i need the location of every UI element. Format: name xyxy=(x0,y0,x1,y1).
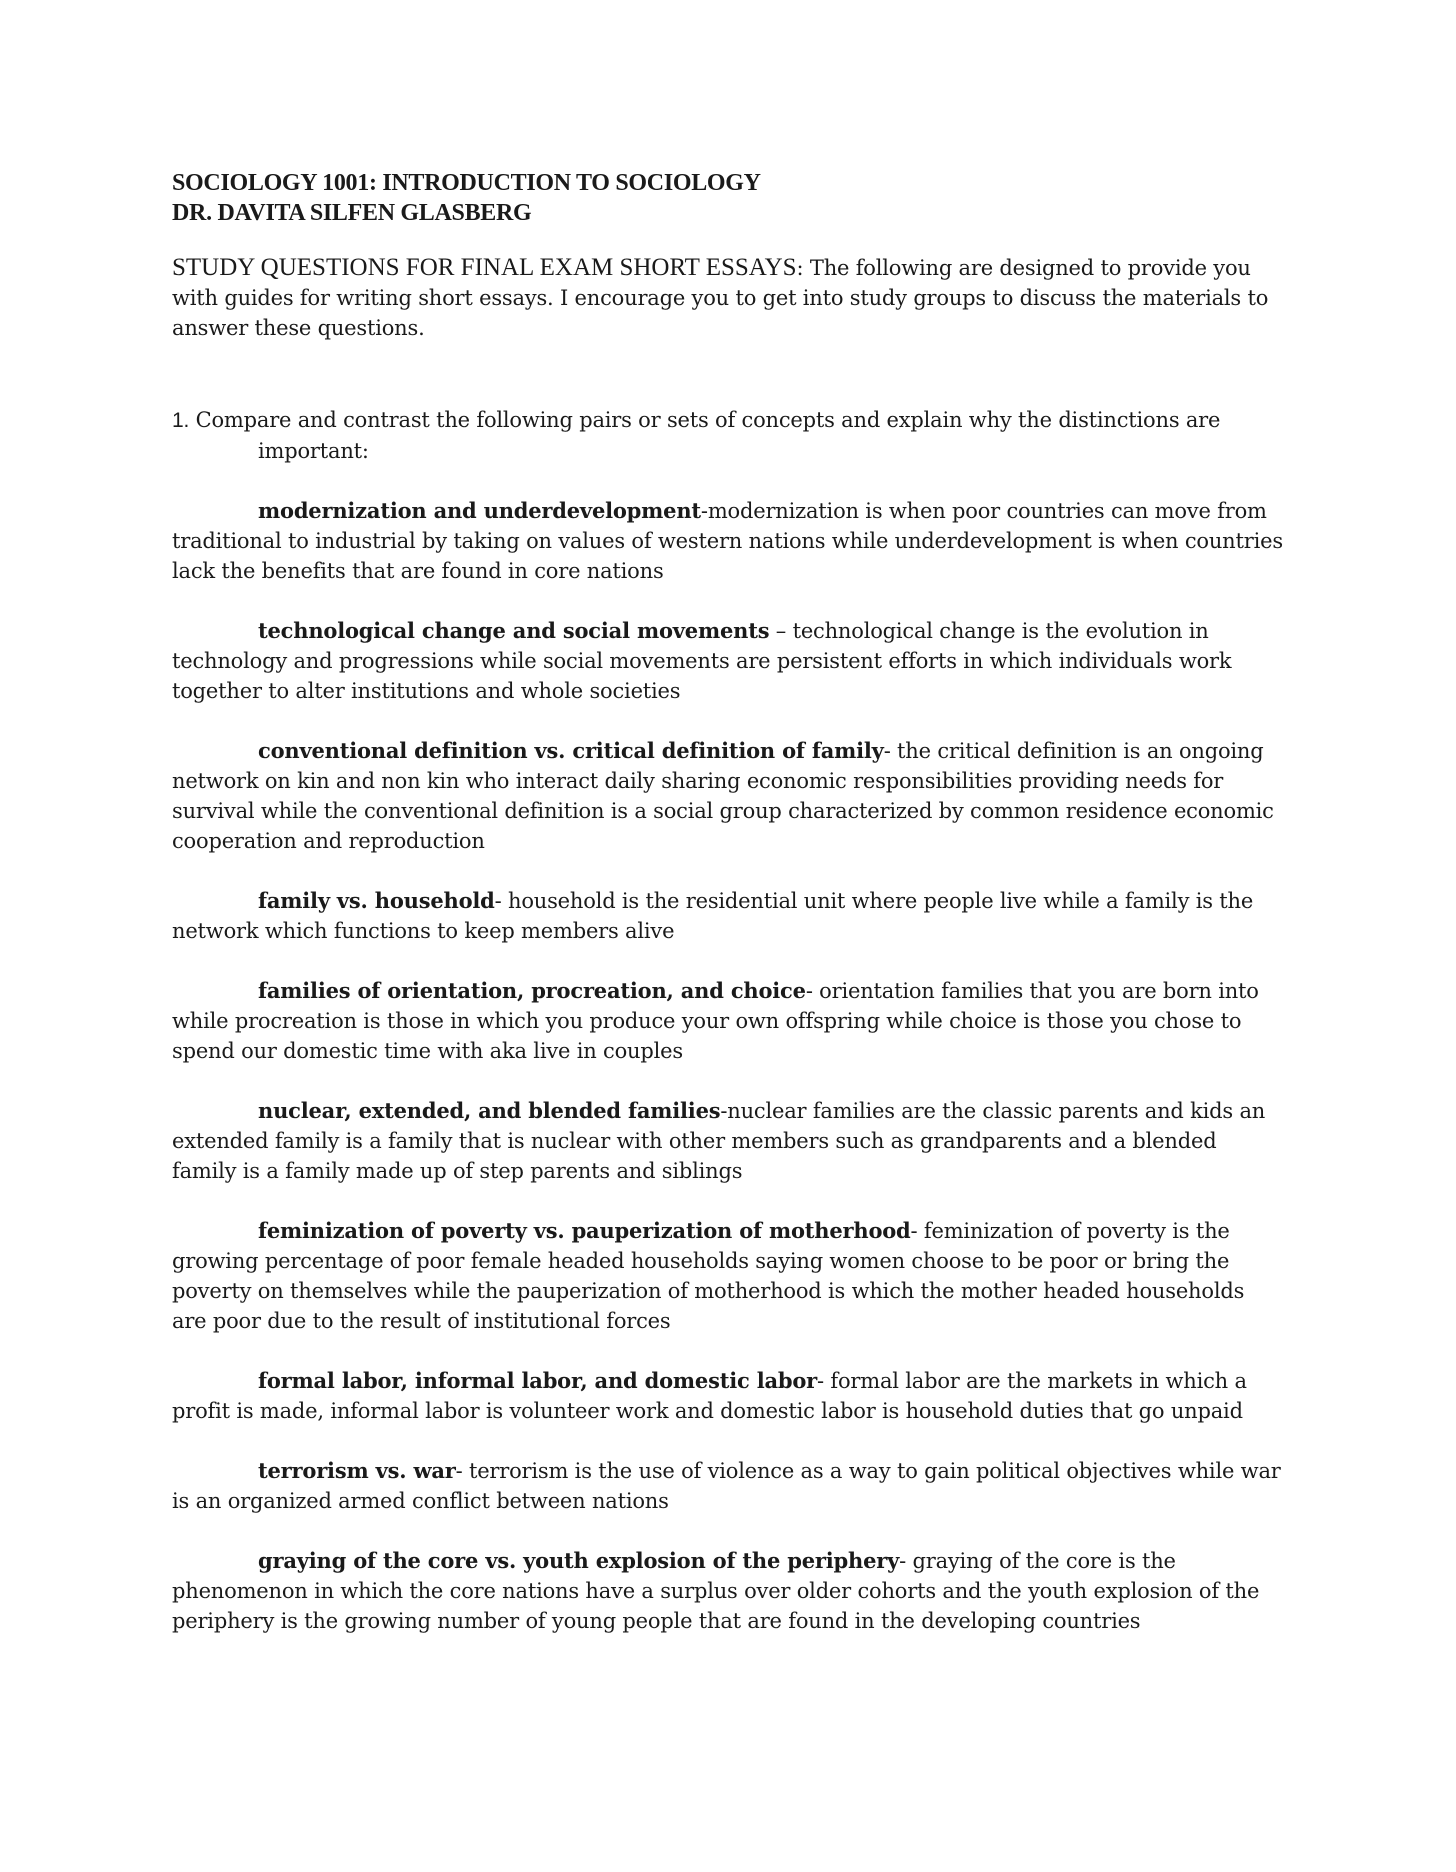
question-number: 1. xyxy=(172,409,190,432)
concept-entry xyxy=(172,736,1284,856)
concept-entry xyxy=(172,1366,1284,1426)
intro-text: : The following are designed to provide you with guides for writing short essays. I encourage you to get into study groups to discuss the materials to answer these questions. xyxy=(172,256,1269,340)
concept-term: technological change and social movements xyxy=(258,618,770,643)
concept-term: nuclear, extended, and blended families xyxy=(258,1098,721,1123)
concept-term: modernization and underdevelopment xyxy=(258,498,701,523)
concept-entry xyxy=(172,1456,1284,1516)
concept-term: conventional definition vs. critical definition of family xyxy=(258,738,884,763)
concept-term: families of orientation, procreation, and choice xyxy=(258,978,806,1003)
question-1 xyxy=(172,405,1284,466)
concept-entry xyxy=(172,1216,1284,1336)
intro-heading: STUDY QUESTIONS FOR FINAL EXAM SHORT ESSAYS xyxy=(172,254,797,281)
concept-definition: - feminization of poverty is the growing percentage of poor female headed households saying women choose to be poor or bring the poverty on themselves while the pauperization of motherhood is which the mother headed households are poor due to the result of institutional forces xyxy=(172,1219,1245,1333)
concept-entry xyxy=(172,1546,1284,1636)
concept-term: graying of the core vs. youth explosion of the periphery xyxy=(258,1548,900,1573)
concept-definition: - terrorism is the use of violence as a way to gain political objectives while war is an organized armed conflict between nations xyxy=(172,1459,1281,1513)
concept-definition: - the critical definition is an ongoing network on kin and non kin who interact daily sharing economic responsibilities providing needs for survival while the conventional definition is a social group characterized by common residence economic cooperation and reproduction xyxy=(172,739,1274,853)
question-text: Compare and contrast the following pairs or sets of concepts and explain why the distinctions are important: xyxy=(195,408,1221,463)
course-header xyxy=(172,168,1284,228)
concept-term: terrorism vs. war xyxy=(258,1458,456,1483)
instructor-name: DR. DAVITA SILFEN GLASBERG xyxy=(172,200,532,226)
document-page xyxy=(172,168,1284,1666)
concept-entry xyxy=(172,976,1284,1066)
intro-paragraph xyxy=(172,253,1284,343)
concept-term: family vs. household xyxy=(258,888,495,913)
concept-entry xyxy=(172,496,1284,586)
concept-entry xyxy=(172,886,1284,946)
concept-definition: - orientation families that you are born into while procreation is those in which you produce your own offspring while choice is those you chose to spend our domestic time with aka live in couples xyxy=(172,979,1259,1063)
concept-entry xyxy=(172,1096,1284,1186)
concept-entry xyxy=(172,616,1284,706)
concept-term: feminization of poverty vs. pauperization of motherhood xyxy=(258,1218,911,1243)
concept-definition: - graying of the core is the phenomenon in which the core nations have a surplus over older cohorts and the youth explosion of the periphery is the growing number of young people that are found in the developing countries xyxy=(172,1549,1260,1633)
course-title: SOCIOLOGY 1001: INTRODUCTION TO SOCIOLOGY xyxy=(172,170,761,196)
concept-term: formal labor, informal labor, and domestic labor xyxy=(258,1368,818,1393)
concept-definition: - formal labor are the markets in which a profit is made, informal labor is volunteer work and domestic labor is household duties that go unpaid xyxy=(172,1369,1247,1423)
concept-definition: - household is the residential unit where people live while a family is the network which functions to keep members alive xyxy=(172,889,1254,943)
concept-definition: -modernization is when poor countries can move from traditional to industrial by taking on values of western nations while underdevelopment is when countries lack the benefits that are found in core nations xyxy=(172,499,1283,583)
concept-list xyxy=(172,496,1284,1636)
concept-definition: – technological change is the evolution in technology and progressions while social movements are persistent efforts in which individuals work together to alter institutions and whole societies xyxy=(172,619,1232,703)
concept-definition: -nuclear families are the classic parents and kids an extended family is a family that is nuclear with other members such as grandparents and a blended family is a family made up of step parents and siblings xyxy=(172,1099,1266,1183)
